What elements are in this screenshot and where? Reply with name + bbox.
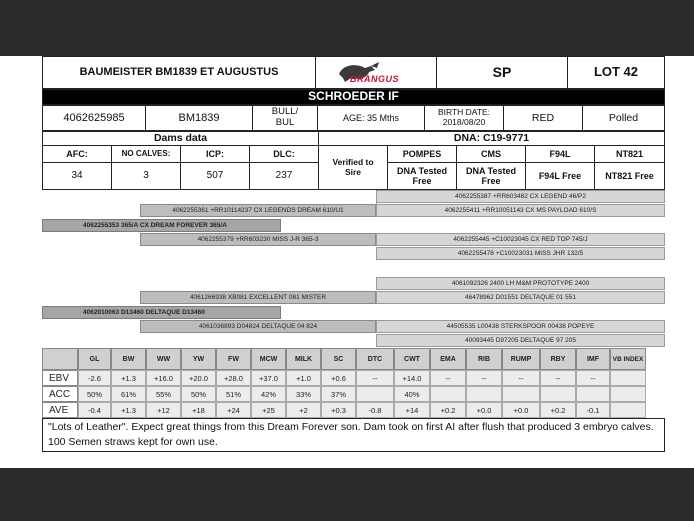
- animal-sex: BULL/ BUL: [252, 105, 318, 131]
- ebv-header-fw: FW: [216, 348, 251, 370]
- ebv-cell: +37.0: [251, 370, 286, 386]
- ebv-header-bw: BW: [111, 348, 146, 370]
- dams-header-icp: ICP:: [180, 145, 250, 163]
- grade-label: SP: [436, 56, 568, 89]
- ebv-cell: +24: [216, 402, 251, 418]
- animal-tag: BM1839: [145, 105, 253, 131]
- ebv-header-gl: GL: [78, 348, 111, 370]
- ebv-cell: +1.3: [111, 370, 146, 386]
- dam-gs: 4061266938 XB081 EXCELLENT 081 MISTER: [140, 291, 376, 304]
- dna-value-pompes: DNA Tested Free: [387, 162, 457, 190]
- ebv-cell: --: [540, 370, 576, 386]
- ebv-header-rby: RBY: [540, 348, 576, 370]
- ebv-cell: --: [466, 370, 502, 386]
- ebv-cell: +14: [394, 402, 430, 418]
- birth-date-value: 2018/08/20: [442, 117, 486, 127]
- dams-value-icp: 507: [180, 162, 250, 190]
- dam-ggs2: 44505535 L00438 STERKSPOOR 00438 POPEYE: [376, 320, 665, 333]
- sire-ggs1: 4062255387 +RR603482 CX LEGEND 46/P2: [376, 190, 665, 203]
- ebv-cell: [430, 386, 466, 402]
- ebv-cell: +1.3: [111, 402, 146, 418]
- ebv-cell: +18: [181, 402, 216, 418]
- dam-ggd1: 46478962 D01551 DELTAQUE 01 551: [376, 291, 665, 304]
- ebv-header-yw: YW: [181, 348, 216, 370]
- ebv-cell: [610, 370, 646, 386]
- sire-gs: 4062255361 +RR10114237 CX LEGENDS DREAM 610/U1: [140, 204, 376, 217]
- ebv-row-label-ave: AVE: [42, 402, 78, 418]
- sire-parent: 4062255353 365/A CX DREAM FOREVER 365/A: [42, 219, 281, 232]
- ebv-cell: 50%: [78, 386, 111, 402]
- dams-value-afc: 34: [42, 162, 112, 190]
- ebv-cell: +20.0: [181, 370, 216, 386]
- ebv-cell: [610, 386, 646, 402]
- ebv-cell: -0.1: [576, 402, 610, 418]
- ebv-cell: 50%: [181, 386, 216, 402]
- ebv-cell: +25: [251, 402, 286, 418]
- dna-header-pompes: POMPES: [387, 145, 457, 163]
- ebv-cell: +12: [146, 402, 181, 418]
- ebv-corner: [42, 348, 78, 370]
- bottom-dark-band: [0, 468, 694, 521]
- ebv-cell: +0.2: [540, 402, 576, 418]
- dams-header-afc: AFC:: [42, 145, 112, 163]
- ebv-header-ema: EMA: [430, 348, 466, 370]
- ebv-cell: [540, 386, 576, 402]
- ebv-cell: -2.6: [78, 370, 111, 386]
- ebv-cell: 37%: [321, 386, 356, 402]
- dna-header-cms: CMS: [456, 145, 526, 163]
- sire-gd: 4062255379 +RR603230 MISS J-R 365-3: [140, 233, 376, 246]
- birth-date-label: BIRTH DATE:: [437, 107, 491, 118]
- ebv-cell: +0.0: [466, 402, 502, 418]
- birth-date: [424, 105, 504, 131]
- ebv-cell: 40%: [394, 386, 430, 402]
- dam-parent: 4062010063 D13460 DELTAQUE D13460: [42, 306, 281, 319]
- ebv-header-dtc: DTC: [356, 348, 394, 370]
- ebv-header-rib: RIB: [466, 348, 502, 370]
- dams-data-label: Dams data: [42, 131, 319, 146]
- ebv-cell: -0.8: [356, 402, 394, 418]
- lot-number: LOT 42: [567, 56, 665, 89]
- ebv-cell: +2: [286, 402, 321, 418]
- animal-age: AGE: 35 Mths: [317, 105, 425, 131]
- dam-ggd2: 40093445 D97205 DELTAQUE 97 205: [376, 334, 665, 347]
- ebv-header-cwt: CWT: [394, 348, 430, 370]
- animal-polled: Polled: [582, 105, 665, 131]
- animal-title: BAUMEISTER BM1839 ET AUGUSTUS: [42, 56, 316, 89]
- animal-id: 4062625985: [42, 105, 146, 131]
- ebv-header-sc: SC: [321, 348, 356, 370]
- dna-header-nt821: NT821: [594, 145, 665, 163]
- ebv-cell: 51%: [216, 386, 251, 402]
- ebv-row-label-acc: ACC: [42, 386, 78, 402]
- ebv-cell: --: [356, 370, 394, 386]
- ebv-cell: [576, 386, 610, 402]
- ebv-cell: [502, 386, 540, 402]
- ebv-cell: --: [576, 370, 610, 386]
- ebv-cell: +0.0: [502, 402, 540, 418]
- dams-value-calves: 3: [111, 162, 181, 190]
- ebv-cell: +0.6: [321, 370, 356, 386]
- dams-value-dlc: 237: [249, 162, 319, 190]
- sire-ggd1: 4062255411 +RR10051143 CX MS PAYLOAD 610/S: [376, 204, 665, 217]
- comment-text: "Lots of Leather". Expect great things from this Dream Forever son. Dam took on first AI after flush that produced 3 embryo calves. 100 Semen straws kept for own use.: [42, 418, 665, 452]
- ebv-cell: +0.3: [321, 402, 356, 418]
- sire-ggs2: 4062255445 +C10023045 CX RED TOP 745/J: [376, 233, 665, 246]
- dna-label: DNA: C19-9771: [318, 131, 665, 146]
- ebv-cell: [610, 402, 646, 418]
- ebv-cell: +28.0: [216, 370, 251, 386]
- ebv-cell: +16.0: [146, 370, 181, 386]
- logo-text: BRANGUS: [350, 74, 400, 84]
- ebv-header-rump: RUMP: [502, 348, 540, 370]
- sire-ggd2: 4062255478 +C10023031 MISS JHR 132/5: [376, 247, 665, 260]
- animal-color: RED: [503, 105, 583, 131]
- ebv-cell: 55%: [146, 386, 181, 402]
- ebv-cell: 61%: [111, 386, 146, 402]
- ebv-header-imf: IMF: [576, 348, 610, 370]
- sire-banner: SCHROEDER IF: [42, 89, 665, 105]
- ebv-cell: +0.2: [430, 402, 466, 418]
- brangus-logo: [315, 56, 437, 89]
- ebv-header-mcw: MCW: [251, 348, 286, 370]
- top-dark-band: [0, 0, 694, 56]
- ebv-cell: +1.0: [286, 370, 321, 386]
- ebv-cell: -0.4: [78, 402, 111, 418]
- verified-to-sire: Verified to Sire: [318, 145, 388, 190]
- ebv-cell: --: [430, 370, 466, 386]
- dam-gd: 4061036893 D04824 DELTAQUE 04 824: [140, 320, 376, 333]
- dna-value-f94l: F94L Free: [525, 162, 595, 190]
- ebv-cell: --: [502, 370, 540, 386]
- ebv-cell: 42%: [251, 386, 286, 402]
- dna-header-f94l: F94L: [525, 145, 595, 163]
- ebv-header-vb-index: VB INDEX: [610, 348, 646, 370]
- ebv-row-label-ebv: EBV: [42, 370, 78, 386]
- ebv-cell: 33%: [286, 386, 321, 402]
- dams-header-dlc: DLC:: [249, 145, 319, 163]
- ebv-cell: [356, 386, 394, 402]
- ebv-cell: [466, 386, 502, 402]
- dna-value-nt821: NT821 Free: [594, 162, 665, 190]
- ebv-header-milk: MILK: [286, 348, 321, 370]
- dna-value-cms: DNA Tested Free: [456, 162, 526, 190]
- ebv-header-ww: WW: [146, 348, 181, 370]
- dams-header-calves: NO CALVES:: [111, 145, 181, 163]
- dam-ggs1: 4061092326 2400 LH M&M PROTOTYPE 2400: [376, 277, 665, 290]
- ebv-cell: +14.0: [394, 370, 430, 386]
